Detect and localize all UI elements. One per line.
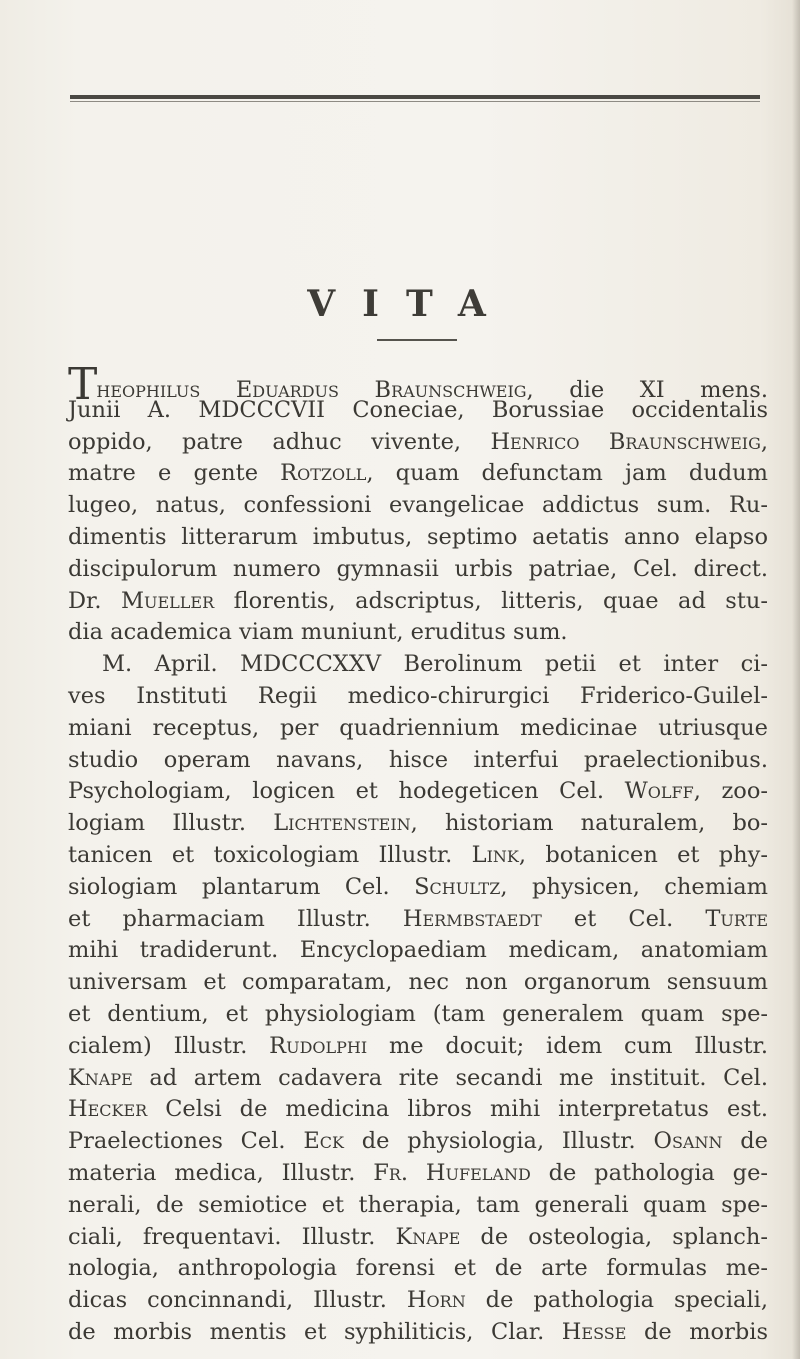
text-line: Hecker Celsi de medicina libros mihi interpretatus est. <box>68 1096 768 1123</box>
drop-cap: T <box>68 359 98 410</box>
text-line: Dr. Mueller florentis, adscriptus, litteris, quae ad stu- <box>68 587 768 614</box>
name: Horn <box>406 1287 466 1314</box>
text-line: de morbis mentis et syphiliticis, Clar. Hesse de morbis <box>68 1318 768 1345</box>
text-line: ciali, frequentavi. Illustr. Knape de osteologia, splanch- <box>68 1223 769 1250</box>
text-line: Theophilus Eduardus Braunschweig, die XI mens. <box>68 359 768 410</box>
name: Henrico Braunschweig <box>490 428 761 455</box>
text-line: ves Instituti Regii medico-chirurgici Friderico-Guilel- <box>68 682 768 709</box>
text-line: M. April. MDCCCXXV Berolinum petii et inter ci- <box>102 651 768 678</box>
text-line: et pharmaciam Illustr. Hermbstaedt et Cel. Turte <box>68 905 768 932</box>
name: Mueller <box>120 587 215 614</box>
text-line: oppido, patre adhuc vivente, Henrico Braunschweig, <box>68 428 769 455</box>
text-line: dia academica viam muniunt, eruditus sum. <box>68 619 568 646</box>
name: Schultz <box>414 873 501 900</box>
name: Hecker <box>68 1096 148 1123</box>
text-line: siologiam plantarum Cel. Schultz, physicen, chemiam <box>68 873 768 900</box>
top-rule <box>70 95 760 99</box>
body-text <box>68 359 769 1349</box>
name: Link <box>471 841 519 868</box>
heading-rule <box>377 339 457 341</box>
text-line: logiam Illustr. Lichtenstein, historiam naturalem, bo- <box>68 810 768 837</box>
text-line: tanicen et toxicologiam Illustr. Link, botanicen et phy- <box>68 841 768 868</box>
text-line: materia medica, Illustr. Fr. Hufeland de pathologia ge- <box>68 1159 768 1186</box>
text-line: mihi tradiderunt. Encyclopaediam medicam, anatomiam <box>68 937 768 964</box>
text-line: matre e gente Rotzoll, quam defunctam jam dudum <box>68 460 768 487</box>
name: Knape <box>395 1223 461 1250</box>
text-line: dicas concinnandi, Illustr. Horn de pathologia speciali, <box>68 1287 768 1314</box>
text-line: miani receptus, per quadriennium medicinae utriusque <box>68 714 768 741</box>
name: Turte <box>705 905 768 932</box>
name: Fr. Hufeland <box>373 1159 531 1186</box>
text-line: Junii A. MDCCCVII Coneciae, Borussiae occidentalis <box>68 396 768 423</box>
page-heading: VITA <box>307 283 513 325</box>
name: Hesse <box>561 1318 627 1345</box>
text-line: et dentium, et physiologiam (tam generalem quam spe- <box>68 1000 768 1027</box>
text-line: Psychologiam, logicen et hodegeticen Cel. Wolff, zoo- <box>68 778 768 805</box>
text-line: dimentis litterarum imbutus, septimo aetatis anno elapso <box>68 523 768 550</box>
name: Eck <box>303 1128 344 1155</box>
name: Lichtenstein <box>273 810 411 837</box>
text-line: discipulorum numero gymnasii urbis patriae, Cel. direct. <box>68 555 768 582</box>
text-line: nologia, anthropologia forensi et de arte formulas me- <box>68 1255 768 1282</box>
page-edge-shadow <box>792 0 800 1359</box>
name: Rotzoll <box>280 460 367 487</box>
text-line: universam et comparatam, nec non organorum sensuum <box>68 969 768 996</box>
name: Wolff <box>624 778 694 805</box>
text-line: cialem) Illustr. Rudolphi me docuit; idem cum Illustr. <box>68 1032 768 1059</box>
name: Osann <box>653 1128 723 1155</box>
name: Knape <box>68 1064 133 1091</box>
name: Rudolphi <box>269 1032 368 1059</box>
text-line: Praelectiones Cel. Eck de physiologia, Illustr. Osann de <box>68 1128 768 1155</box>
text-line: nerali, de semiotice et therapia, tam generali quam spe- <box>68 1191 768 1218</box>
name: Hermbstaedt <box>402 905 542 932</box>
text-line: lugeo, natus, confessioni evangelicae addictus sum. Ru- <box>68 492 768 519</box>
text-line: Knape ad artem cadavera rite secandi me instituit. Cel. <box>68 1064 768 1091</box>
text-line: studio operam navans, hisce interfui praelectionibus. <box>68 746 768 773</box>
